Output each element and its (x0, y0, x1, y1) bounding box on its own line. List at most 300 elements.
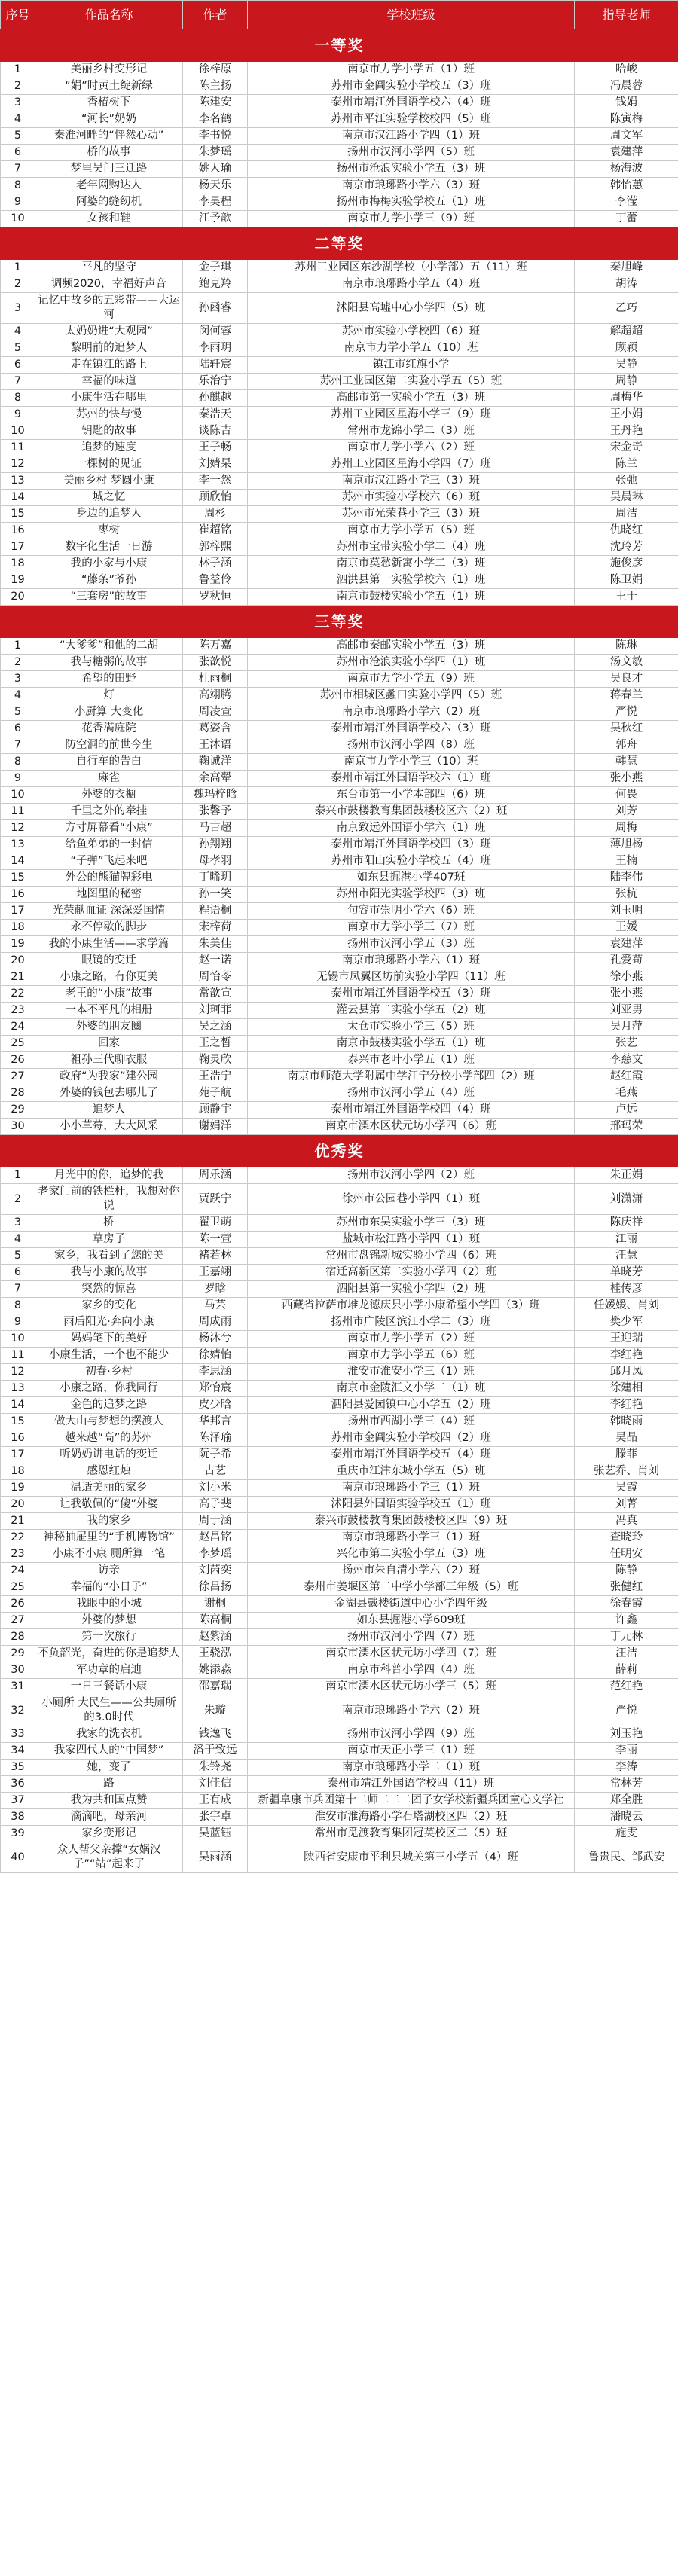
school-class: 西藏省拉萨市堆龙德庆县小学小康希望小学四（3）班 (248, 1298, 575, 1314)
school-class: 沭阳县外国语实验学校五（1）班 (248, 1497, 575, 1513)
author-name: 刘小米 (183, 1480, 248, 1497)
work-title: 小康之路，你我同行 (35, 1381, 183, 1397)
table-row (1, 936, 678, 953)
advisor-name: 冯晨蓉 (575, 78, 678, 95)
table-row (1, 638, 678, 655)
school-class: 苏州市东吴实验小学三（3）班 (248, 1215, 575, 1232)
work-title: 让我敬佩的“傻”外婆 (35, 1497, 183, 1513)
author-name: 刘珂菲 (183, 1003, 248, 1019)
author-name: 陈万嘉 (183, 638, 248, 655)
table-row (1, 1019, 678, 1036)
table-row (1, 1629, 678, 1646)
author-name: 乐治宁 (183, 374, 248, 390)
row-index: 8 (1, 178, 35, 194)
row-index: 34 (1, 1743, 35, 1760)
work-title: 老年网购达人 (35, 178, 183, 194)
table-row (1, 1497, 678, 1513)
section-title: 二等奖 (1, 227, 678, 260)
work-title: 千里之外的牵挂 (35, 804, 183, 820)
work-title: 我的小康生活——求学篇 (35, 936, 183, 953)
school-class: 常州市觅渡教育集团冠英校区二（5）班 (248, 1826, 575, 1842)
work-title: 祖孙三代聊衣服 (35, 1052, 183, 1069)
work-title: 幸福的味道 (35, 374, 183, 390)
author-name: 王骁泓 (183, 1646, 248, 1662)
table-row (1, 539, 678, 556)
row-index: 1 (1, 260, 35, 276)
advisor-name: 解超超 (575, 324, 678, 340)
school-class: 苏州市实验小学校六（6）班 (248, 490, 575, 506)
table-row (1, 276, 678, 293)
row-index: 3 (1, 293, 35, 324)
work-title: 感恩红烛 (35, 1463, 183, 1480)
table-row (1, 1513, 678, 1530)
author-name: 杜雨桐 (183, 671, 248, 688)
row-index: 1 (1, 638, 35, 655)
table-row (1, 178, 678, 194)
row-index: 12 (1, 1364, 35, 1381)
author-name: 潘于致远 (183, 1743, 248, 1760)
table-row (1, 737, 678, 754)
author-name: 李思涵 (183, 1364, 248, 1381)
table-row (1, 837, 678, 853)
school-class: 扬州市汉河小学五（3）班 (248, 936, 575, 953)
school-class: 泰州市靖江外国语学校六（3）班 (248, 721, 575, 737)
author-name: 崔超铭 (183, 523, 248, 539)
table-row (1, 804, 678, 820)
author-name: 赵昌铭 (183, 1530, 248, 1546)
row-index: 2 (1, 78, 35, 95)
table-row (1, 340, 678, 357)
school-class: 东台市第一小学本部四（6）班 (248, 787, 575, 804)
row-index: 13 (1, 1381, 35, 1397)
section-title: 优秀奖 (1, 1135, 678, 1167)
advisor-name: 吴霞 (575, 1480, 678, 1497)
advisor-name: 李慈文 (575, 1052, 678, 1069)
row-index: 23 (1, 1546, 35, 1563)
table-row (1, 589, 678, 606)
school-class: 苏州市沧浪实验小学四（1）班 (248, 655, 575, 671)
table-row (1, 1184, 678, 1215)
advisor-name: 韩怡蕙 (575, 178, 678, 194)
work-title: 回家 (35, 1036, 183, 1052)
school-class: 南京市莫愁新寓小学二（3）班 (248, 556, 575, 572)
table-row (1, 1760, 678, 1776)
school-class: 金湖县戴楼街道中心小学四年级 (248, 1596, 575, 1613)
author-name: 吴之涵 (183, 1019, 248, 1036)
author-name: 孙翔翔 (183, 837, 248, 853)
row-index: 20 (1, 953, 35, 969)
author-name: 余高翚 (183, 771, 248, 787)
school-class: 扬州市汉河小学四（8）班 (248, 737, 575, 754)
school-class: 南京市鼓楼实验小学五（1）班 (248, 589, 575, 606)
row-index: 27 (1, 1613, 35, 1629)
table-row (1, 1314, 678, 1331)
work-title: 家乡的变化 (35, 1298, 183, 1314)
row-index: 7 (1, 737, 35, 754)
section-banner (1, 29, 678, 62)
row-index: 31 (1, 1679, 35, 1695)
table-row (1, 920, 678, 936)
author-name: 吴雨涵 (183, 1842, 248, 1873)
author-name: 孙麒越 (183, 390, 248, 407)
work-title: 阿婆的缝纫机 (35, 194, 183, 211)
table-row (1, 145, 678, 161)
author-name: 罗秋恒 (183, 589, 248, 606)
school-class: 泰州市靖江外国语学校五（4）班 (248, 1447, 575, 1463)
work-title: 方寸屏幕看“小康” (35, 820, 183, 837)
work-title: 太奶奶进“大观园” (35, 324, 183, 340)
work-title: 路 (35, 1776, 183, 1793)
table-row (1, 887, 678, 903)
row-index: 10 (1, 211, 35, 227)
row-index: 23 (1, 1003, 35, 1019)
row-index: 35 (1, 1760, 35, 1776)
table-row (1, 1052, 678, 1069)
row-index: 6 (1, 721, 35, 737)
work-title: 桥 (35, 1215, 183, 1232)
table-row (1, 1003, 678, 1019)
table-row (1, 473, 678, 490)
table-row (1, 1232, 678, 1248)
row-index: 26 (1, 1052, 35, 1069)
school-class: 南京市天正小学三（1）班 (248, 1743, 575, 1760)
row-index: 4 (1, 324, 35, 340)
row-index: 16 (1, 887, 35, 903)
header-author: 作者 (183, 1, 248, 29)
row-index: 28 (1, 1085, 35, 1102)
work-title: 防空洞的前世今生 (35, 737, 183, 754)
table-row (1, 1613, 678, 1629)
row-index: 12 (1, 456, 35, 473)
row-index: 6 (1, 357, 35, 374)
row-index: 14 (1, 1397, 35, 1414)
row-index: 7 (1, 161, 35, 178)
work-title: 调频2020，幸福好声音 (35, 276, 183, 293)
row-index: 16 (1, 1430, 35, 1447)
author-name: 周杉 (183, 506, 248, 523)
row-index: 25 (1, 1036, 35, 1052)
school-class: 南京市溧水区状元坊小学四（7）班 (248, 1646, 575, 1662)
table-row (1, 986, 678, 1003)
school-class: 南京市力学小学五（1）班 (248, 62, 575, 78)
header-school: 学校班级 (248, 1, 575, 29)
row-index: 1 (1, 1167, 35, 1184)
work-title: 我家的洗衣机 (35, 1726, 183, 1743)
advisor-name: 陈庆祥 (575, 1215, 678, 1232)
advisor-name: 郭舟 (575, 737, 678, 754)
section-banner (1, 606, 678, 638)
school-class: 苏州市金阊实验小学校四（2）班 (248, 1430, 575, 1447)
school-class: 泗阳县爱园镇中心小学五（2）班 (248, 1397, 575, 1414)
row-index: 2 (1, 276, 35, 293)
advisor-name: 陈寅梅 (575, 111, 678, 128)
advisor-name: 赵红霞 (575, 1069, 678, 1085)
school-class: 泰兴市鼓楼教育集团鼓楼校区六（2）班 (248, 804, 575, 820)
row-index: 36 (1, 1776, 35, 1793)
advisor-name: 郑全胜 (575, 1793, 678, 1809)
table-row (1, 1085, 678, 1102)
work-title: 我眼中的小城 (35, 1596, 183, 1613)
advisor-name: 陈琳 (575, 638, 678, 655)
school-class: 泰州市靖江外国语学校四（11）班 (248, 1776, 575, 1793)
table-row (1, 1036, 678, 1052)
author-name: 王沐语 (183, 737, 248, 754)
table-row (1, 440, 678, 456)
advisor-name: 乙巧 (575, 293, 678, 324)
work-title: 灯 (35, 688, 183, 704)
row-index: 27 (1, 1069, 35, 1085)
table-row (1, 1563, 678, 1579)
row-index: 3 (1, 1215, 35, 1232)
school-class: 盐城市松江路小学四（1）班 (248, 1232, 575, 1248)
author-name: 鞠灵欣 (183, 1052, 248, 1069)
work-title: “藤条”爷孙 (35, 572, 183, 589)
author-name: 闵何蓉 (183, 324, 248, 340)
work-title: 小厕所 大民生——公共厕所的3.0时代 (35, 1695, 183, 1726)
advisor-name: 张小燕 (575, 986, 678, 1003)
work-title: 访亲 (35, 1563, 183, 1579)
table-row (1, 853, 678, 870)
advisor-name: 王媛 (575, 920, 678, 936)
row-index: 8 (1, 390, 35, 407)
row-index: 17 (1, 539, 35, 556)
work-title: 走在镇江的路上 (35, 357, 183, 374)
work-title: 数字化生活一日游 (35, 539, 183, 556)
table-row (1, 820, 678, 837)
work-title: 光荣献血证 深深爱国情 (35, 903, 183, 920)
advisor-name: 沈玲芳 (575, 539, 678, 556)
author-name: 王浩宁 (183, 1069, 248, 1085)
row-index: 1 (1, 62, 35, 78)
advisor-name: 毛燕 (575, 1085, 678, 1102)
row-index: 2 (1, 655, 35, 671)
section-banner (1, 227, 678, 260)
work-title: 永不停歇的脚步 (35, 920, 183, 936)
advisor-name: 严悦 (575, 704, 678, 721)
table-row (1, 1826, 678, 1842)
row-index: 14 (1, 853, 35, 870)
table-row (1, 260, 678, 276)
school-class: 南京市力学小学五（5）班 (248, 523, 575, 539)
advisor-name: 陆李伟 (575, 870, 678, 887)
row-index: 13 (1, 837, 35, 853)
row-index: 26 (1, 1596, 35, 1613)
author-name: 程语桐 (183, 903, 248, 920)
advisor-name: 哈峻 (575, 62, 678, 78)
advisor-name: 丁蕾 (575, 211, 678, 227)
advisor-name: 王干 (575, 589, 678, 606)
table-row (1, 1331, 678, 1348)
school-class: 南京市力学小学五（9）班 (248, 671, 575, 688)
author-name: 郭梓熙 (183, 539, 248, 556)
work-title: 记忆中故乡的五彩带——大运河 (35, 293, 183, 324)
school-class: 苏州市金阊实验小学校五（3）班 (248, 78, 575, 95)
advisor-name: 严悦 (575, 1695, 678, 1726)
school-class: 新疆阜康市兵团第十二师二二二团子女学校新疆兵团童心文学社 (248, 1793, 575, 1809)
author-name: 高翊腾 (183, 688, 248, 704)
row-index: 5 (1, 704, 35, 721)
school-class: 南京市汉江路小学三（3）班 (248, 473, 575, 490)
table-row (1, 95, 678, 111)
table-row (1, 128, 678, 145)
row-index: 18 (1, 920, 35, 936)
table-row (1, 556, 678, 572)
advisor-name: 邱月凤 (575, 1364, 678, 1381)
author-name: 秦浩天 (183, 407, 248, 423)
school-class: 泰兴市鼓楼教育集团鼓楼校区四（9）班 (248, 1513, 575, 1530)
school-class: 泰州市靖江外国语学校六（4）班 (248, 95, 575, 111)
author-name: 张歆悦 (183, 655, 248, 671)
work-title: 我与糖粥的故事 (35, 655, 183, 671)
advisor-name: 王小娟 (575, 407, 678, 423)
advisor-name: 桂传彦 (575, 1281, 678, 1298)
table-row (1, 1480, 678, 1497)
school-class: 南京市琅琊路小学三（1）班 (248, 1480, 575, 1497)
school-class: 苏州市阳光实验学校四（3）班 (248, 887, 575, 903)
work-title: 我的小家与小康 (35, 556, 183, 572)
row-index: 29 (1, 1102, 35, 1119)
work-title: “娟”时黄土绽新绿 (35, 78, 183, 95)
advisor-name: 王丹艳 (575, 423, 678, 440)
author-name: 丁晞玥 (183, 870, 248, 887)
author-name: 谢娟洋 (183, 1119, 248, 1135)
table-row (1, 423, 678, 440)
header-teacher: 指导老师 (575, 1, 678, 29)
work-title: 妈妈笔下的美好 (35, 1331, 183, 1348)
work-title: 小康之路，有你更美 (35, 969, 183, 986)
author-name: 陈建安 (183, 95, 248, 111)
advisor-name: 秦旭峰 (575, 260, 678, 276)
school-class: 南京市琅琊路小学五（4）班 (248, 276, 575, 293)
school-class: 泰州市姜堰区第二中学小学部三年级（5）班 (248, 1579, 575, 1596)
work-title: 众人帮父亲撑“女娲汉子”“站”起来了 (35, 1842, 183, 1873)
table-row (1, 523, 678, 539)
work-title: 梦里吴门三迁路 (35, 161, 183, 178)
school-class: 南京市溧水区状元坊小学四（6）班 (248, 1119, 575, 1135)
table-row (1, 655, 678, 671)
school-class: 南京市力学小学三（9）班 (248, 211, 575, 227)
school-class: 扬州市朱自清小学六（2）班 (248, 1563, 575, 1579)
advisor-name: 江丽 (575, 1232, 678, 1248)
row-index: 5 (1, 340, 35, 357)
advisor-name: 吴晨琳 (575, 490, 678, 506)
table-row (1, 1265, 678, 1281)
row-index: 4 (1, 111, 35, 128)
advisor-name: 陈卫娟 (575, 572, 678, 589)
advisor-name: 徐小燕 (575, 969, 678, 986)
author-name: 邵嘉瑞 (183, 1679, 248, 1695)
table-row (1, 721, 678, 737)
table-row (1, 1646, 678, 1662)
advisor-name: 胡涛 (575, 276, 678, 293)
advisor-name: 刘玉明 (575, 903, 678, 920)
school-class: 南京市汉江路小学四（1）班 (248, 128, 575, 145)
advisor-name: 张艺 (575, 1036, 678, 1052)
advisor-name: 张健红 (575, 1579, 678, 1596)
row-index: 15 (1, 506, 35, 523)
work-title: 小小草莓，大大风采 (35, 1119, 183, 1135)
advisor-name: 李滢 (575, 194, 678, 211)
table-row (1, 161, 678, 178)
author-name: 皮少晗 (183, 1397, 248, 1414)
author-name: 陆轩宸 (183, 357, 248, 374)
school-class: 扬州市汉河小学四（5）班 (248, 145, 575, 161)
advisor-name: 袁建萍 (575, 936, 678, 953)
table-row (1, 953, 678, 969)
advisor-name: 薄旭杨 (575, 837, 678, 853)
advisor-name: 陈静 (575, 1563, 678, 1579)
row-index: 32 (1, 1695, 35, 1726)
school-class: 如东县掘港小学609班 (248, 1613, 575, 1629)
author-name: 孙函睿 (183, 293, 248, 324)
table-row (1, 1447, 678, 1463)
school-class: 苏州工业园区星海小学三（9）班 (248, 407, 575, 423)
row-index: 21 (1, 1513, 35, 1530)
school-class: 南京市力学小学五（6）班 (248, 1348, 575, 1364)
advisor-name: 顾颖 (575, 340, 678, 357)
table-row (1, 754, 678, 771)
author-name: 徐梓原 (183, 62, 248, 78)
table-row (1, 1809, 678, 1826)
author-name: 翟卫萌 (183, 1215, 248, 1232)
advisor-name: 张杭 (575, 887, 678, 903)
work-title: 一日三餐话小康 (35, 1679, 183, 1695)
row-index: 12 (1, 820, 35, 837)
author-name: 刘婧杲 (183, 456, 248, 473)
work-title: 眼镜的变迁 (35, 953, 183, 969)
advisor-name: 周洁 (575, 506, 678, 523)
author-name: 宋梓荷 (183, 920, 248, 936)
advisor-name: 刘菁 (575, 1497, 678, 1513)
table-row (1, 1167, 678, 1184)
school-class: 如东县掘港小学407班 (248, 870, 575, 887)
advisor-name: 张弛 (575, 473, 678, 490)
author-name: 周怡苓 (183, 969, 248, 986)
table-row (1, 1726, 678, 1743)
advisor-name: 常林芳 (575, 1776, 678, 1793)
work-title: 越来越“高”的苏州 (35, 1430, 183, 1447)
school-class: 南京市琅琊路小学六（2）班 (248, 1695, 575, 1726)
work-title: 她，变了 (35, 1760, 183, 1776)
row-index: 9 (1, 194, 35, 211)
advisor-name: 张小燕 (575, 771, 678, 787)
school-class: 南京市力学小学三（7）班 (248, 920, 575, 936)
work-title: 麻雀 (35, 771, 183, 787)
table-row (1, 1662, 678, 1679)
author-name: 贾跃宁 (183, 1184, 248, 1215)
author-name: 朱璇 (183, 1695, 248, 1726)
work-title: 神秘抽屉里的“手机博物馆” (35, 1530, 183, 1546)
work-title: 外婆的钱包去哪儿了 (35, 1085, 183, 1102)
author-name: 徐昌扬 (183, 1579, 248, 1596)
row-index: 8 (1, 1298, 35, 1314)
table-row (1, 787, 678, 804)
row-index: 10 (1, 423, 35, 440)
table-row (1, 490, 678, 506)
table-row (1, 407, 678, 423)
author-name: 顾欣怡 (183, 490, 248, 506)
table-row (1, 1679, 678, 1695)
author-name: 常歆宣 (183, 986, 248, 1003)
school-class: 徐州市公园巷小学四（1）班 (248, 1184, 575, 1215)
author-name: 马吉超 (183, 820, 248, 837)
advisor-name: 李红艳 (575, 1397, 678, 1414)
row-index: 30 (1, 1119, 35, 1135)
advisor-name: 汪洁 (575, 1646, 678, 1662)
school-class: 南京市琅琊路小学二（1）班 (248, 1760, 575, 1776)
table-row (1, 1381, 678, 1397)
work-title: 草房子 (35, 1232, 183, 1248)
